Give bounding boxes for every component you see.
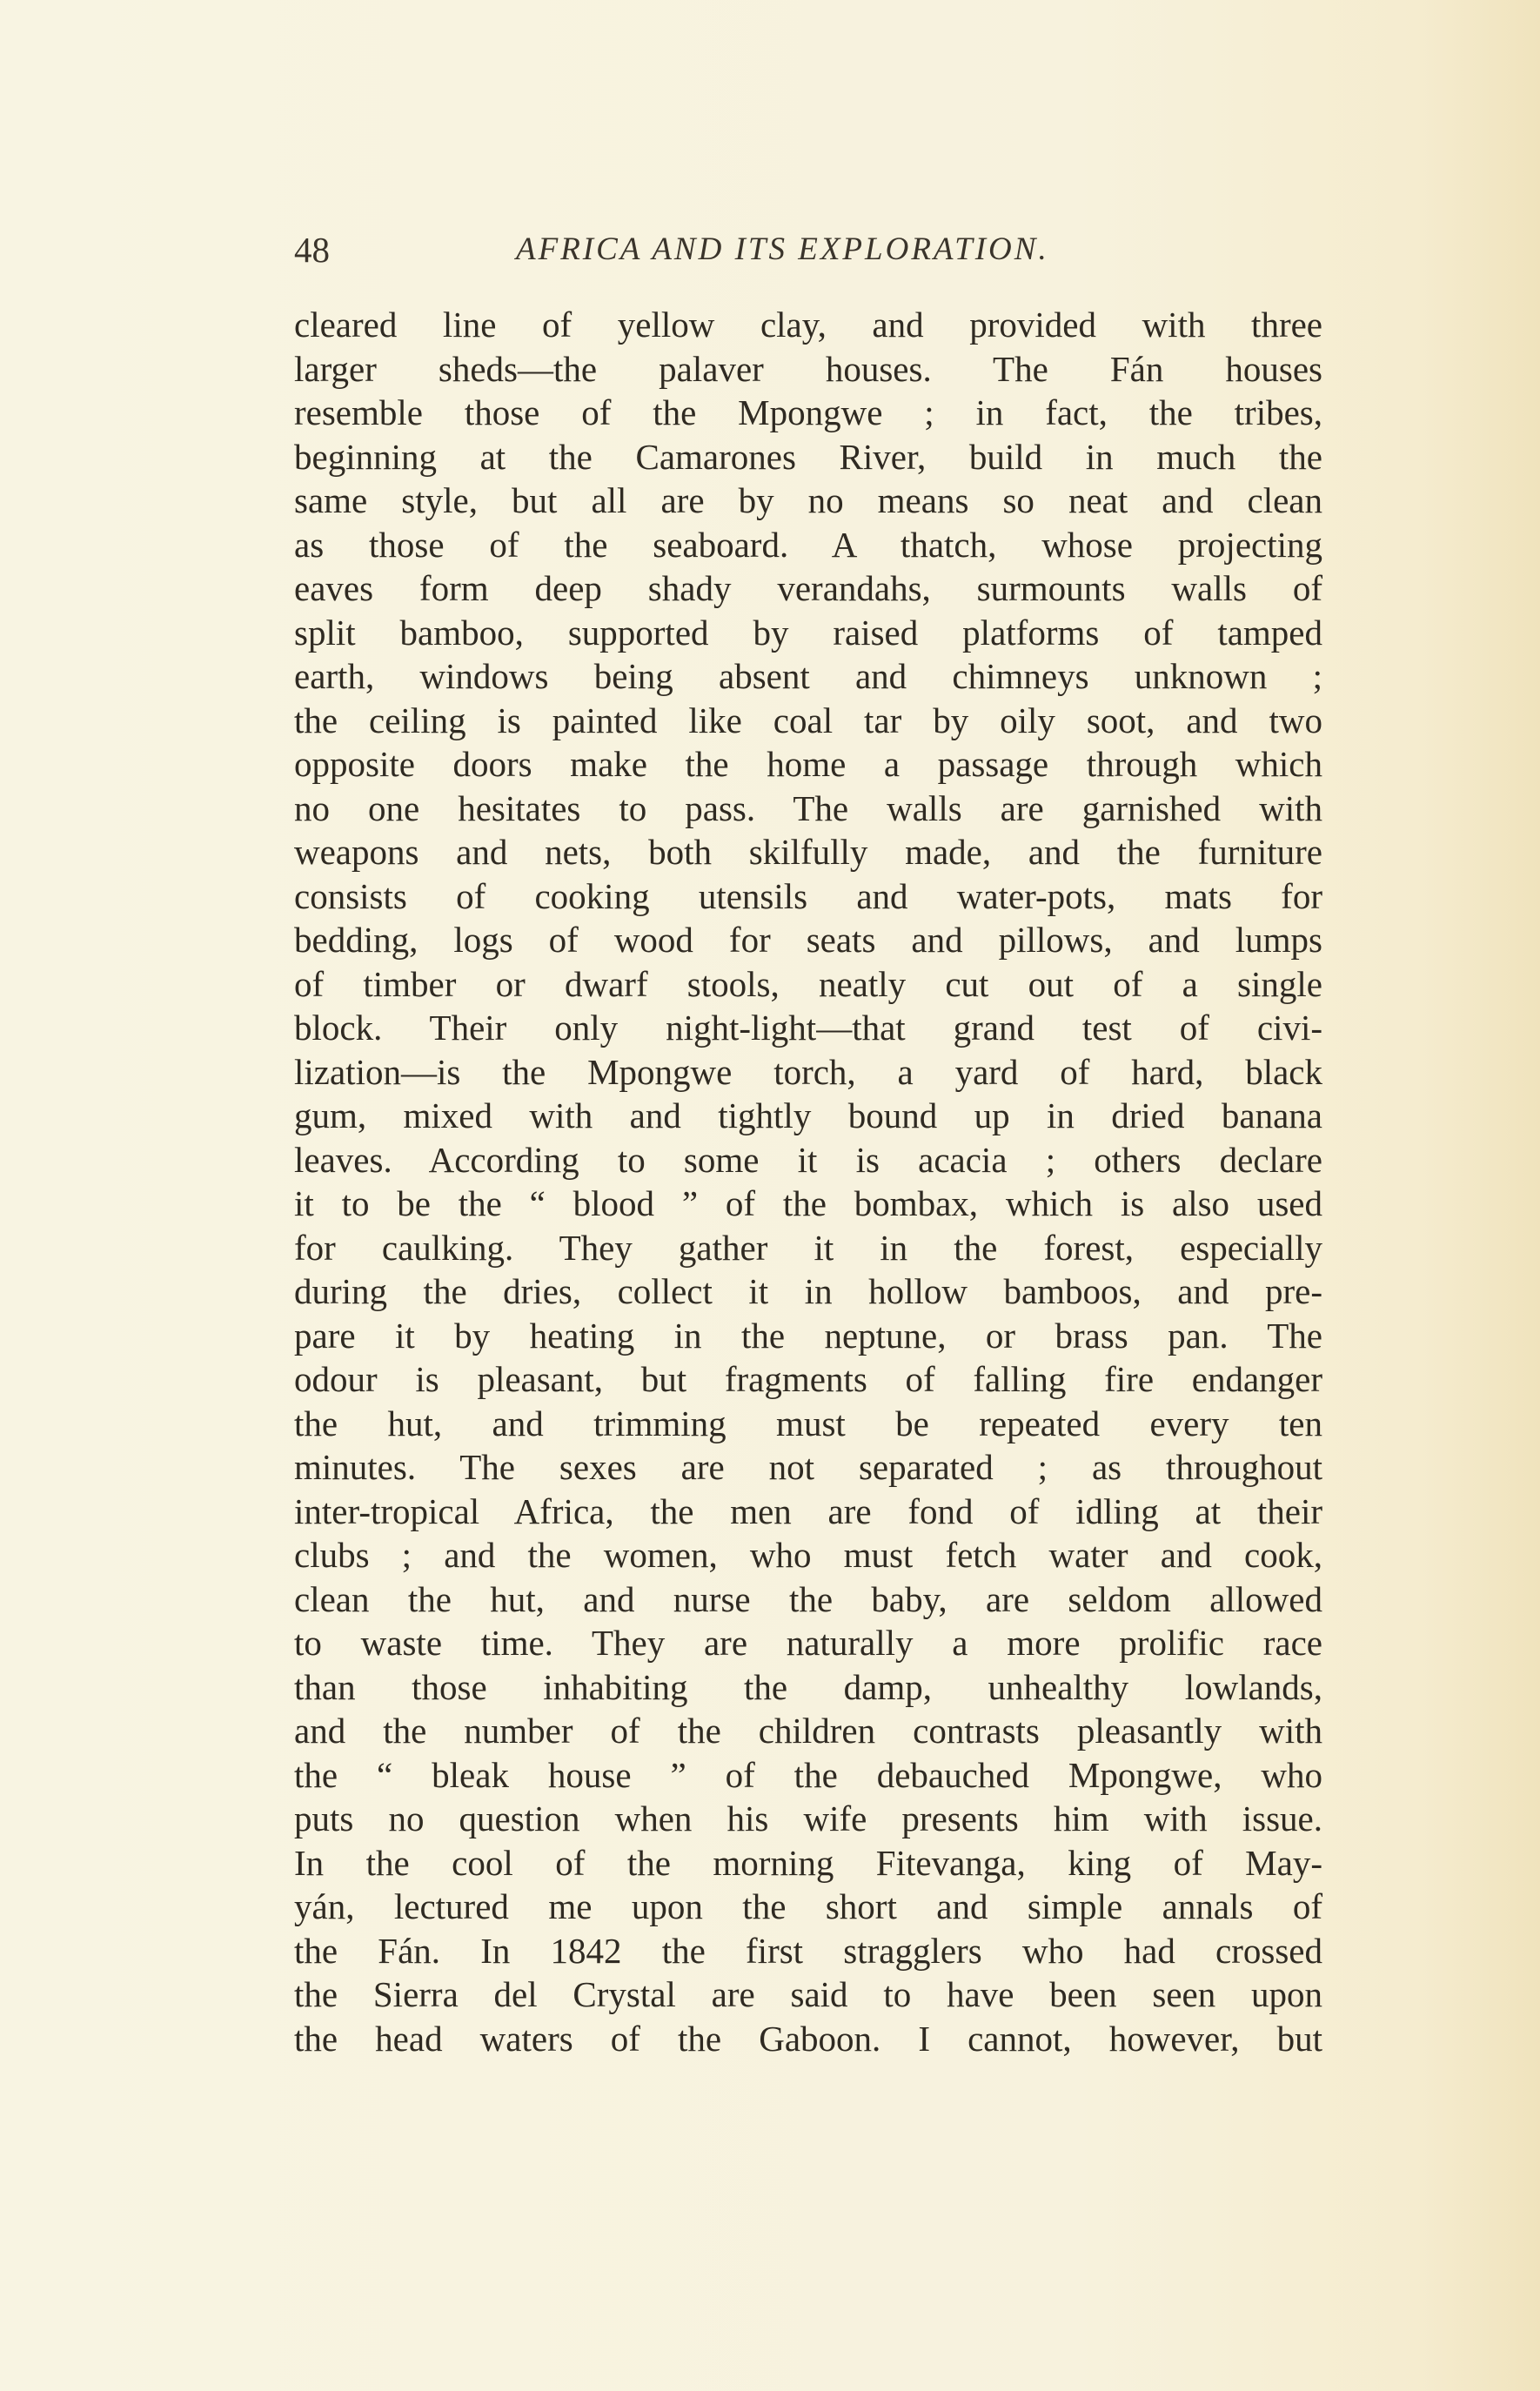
text-line: yán, lectured me upon the short and simple annals of <box>294 1886 1322 1926</box>
text-line: same style, but all are by no means so neat and clean <box>294 480 1322 520</box>
text-line: inter-tropical Africa, the men are fond of idling at their <box>294 1490 1322 1531</box>
text-line: In the cool of the morning Fitevanga, king of May- <box>294 1842 1322 1883</box>
text-line: consists of cooking utensils and water-pots, mats for <box>294 875 1322 916</box>
text-line: for caulking. They gather it in the forest, especially <box>294 1227 1322 1268</box>
text-line: bedding, logs of wood for seats and pillows, and lumps <box>294 920 1322 960</box>
text-line: during the dries, collect it in hollow bamboos, and pre- <box>294 1271 1322 1311</box>
text-line: of timber or dwarf stools, neatly cut out of a single <box>294 963 1322 1004</box>
text-line: than those inhabiting the damp, unhealthy lowlands, <box>294 1666 1322 1707</box>
text-line: cleared line of yellow clay, and provided with three <box>294 305 1322 345</box>
text-line: beginning at the Camarones River, build in much the <box>294 436 1322 477</box>
text-line: eaves form deep shady verandahs, surmounts walls of <box>294 568 1322 608</box>
text-line: split bamboo, supported by raised platforms of tamped <box>294 612 1322 653</box>
text-line: block. Their only night-light—that grand test of civi- <box>294 1008 1322 1048</box>
text-line: to waste time. They are naturally a more prolific race <box>294 1623 1322 1663</box>
text-line: as those of the seaboard. A thatch, whose projecting <box>294 524 1322 565</box>
text-line: lization—is the Mpongwe torch, a yard of hard, black <box>294 1051 1322 1092</box>
text-line: no one hesitates to pass. The walls are garnished with <box>294 787 1322 828</box>
text-line: it to be the “ blood ” of the bombax, which is also used <box>294 1183 1322 1223</box>
text-line: odour is pleasant, but fragments of falling fire endanger <box>294 1359 1322 1399</box>
text-line: and the number of the children contrasts pleasantly with <box>294 1711 1322 1751</box>
text-line: gum, mixed with and tightly bound up in dried banana <box>294 1095 1322 1135</box>
text-line: the head waters of the Gaboon. I cannot, however, but <box>294 2018 1322 2059</box>
page-header <box>294 228 1322 271</box>
text-line: resemble those of the Mpongwe ; in fact, the tribes, <box>294 392 1322 432</box>
text-line: minutes. The sexes are not separated ; as throughout <box>294 1447 1322 1487</box>
text-line: pare it by heating in the neptune, or brass pan. The <box>294 1315 1322 1356</box>
text-line: the Fán. In 1842 the first stragglers who had crossed <box>294 1930 1322 1971</box>
text-line: the ceiling is painted like coal tar by oily soot, and two <box>294 700 1322 740</box>
text-line: weapons and nets, both skilfully made, and the furniture <box>294 832 1322 872</box>
body-text <box>294 303 1322 2060</box>
text-line: clean the hut, and nurse the baby, are seldom allowed <box>294 1578 1322 1619</box>
text-line: earth, windows being absent and chimneys unknown ; <box>294 656 1322 696</box>
text-line: puts no question when his wife presents him with issue. <box>294 1798 1322 1838</box>
text-line: the “ bleak house ” of the debauched Mpongwe, who <box>294 1754 1322 1795</box>
text-line: opposite doors make the home a passage through which <box>294 744 1322 784</box>
text-line: leaves. According to some it is acacia ; others declare <box>294 1139 1322 1180</box>
text-line: the hut, and trimming must be repeated every ten <box>294 1403 1322 1443</box>
text-line: the Sierra del Crystal are said to have been seen upon <box>294 1974 1322 2014</box>
text-line: larger sheds—the palaver houses. The Fán houses <box>294 348 1322 389</box>
running-head: AFRICA AND ITS EXPLORATION. <box>516 231 1049 267</box>
page-number: 48 <box>294 230 330 270</box>
text-line: clubs ; and the women, who must fetch water and cook, <box>294 1535 1322 1575</box>
